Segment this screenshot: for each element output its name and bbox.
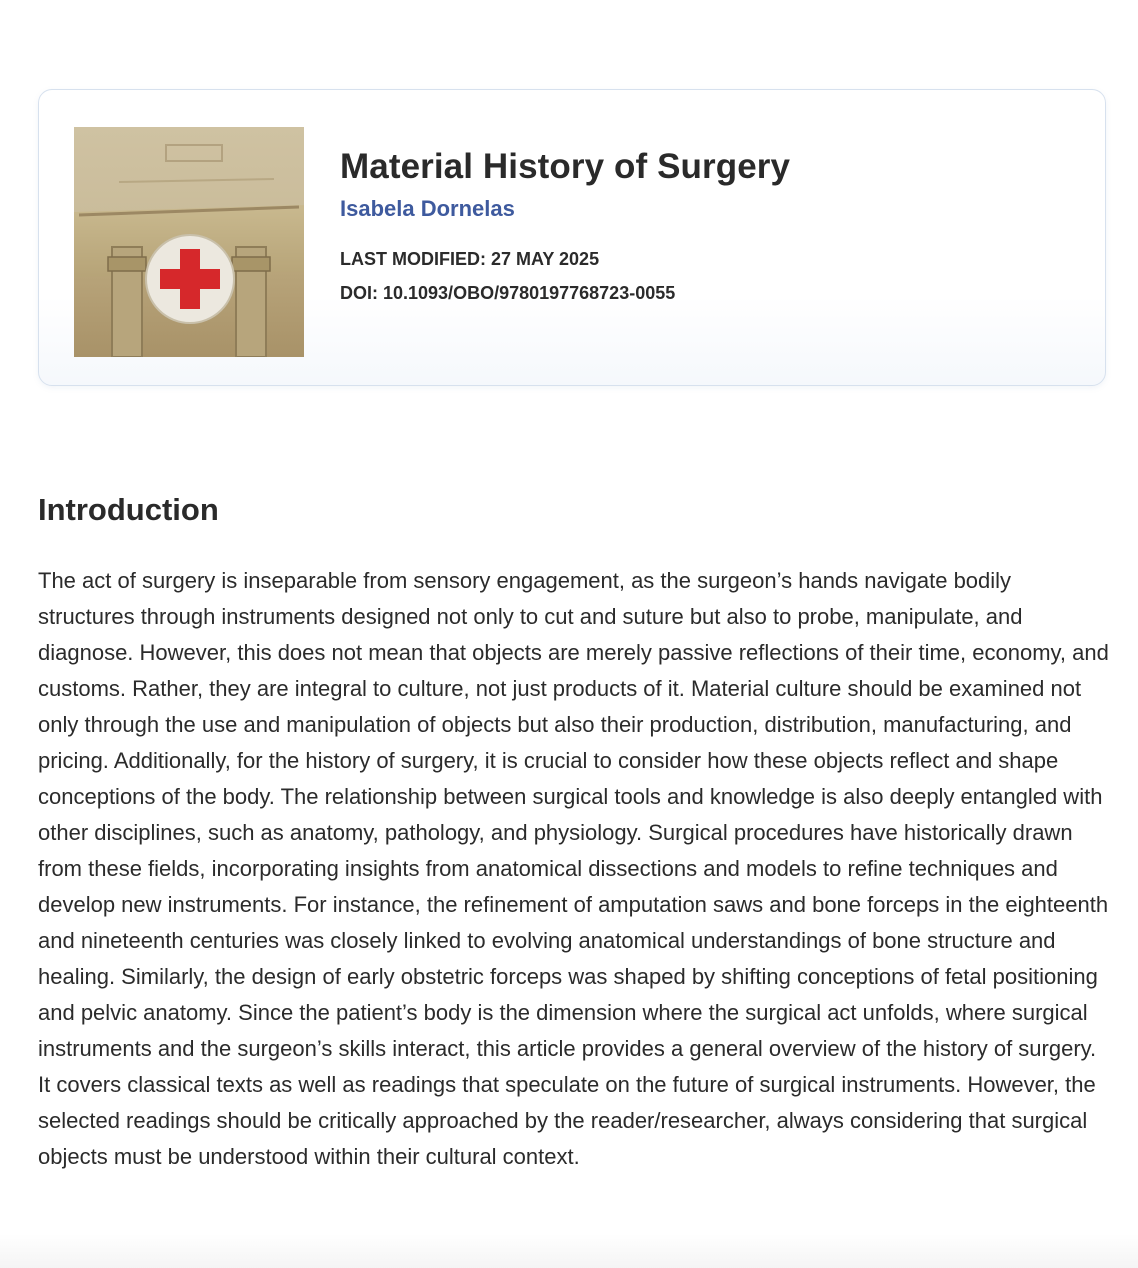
doi: DOI: 10.1093/OBO/9780197768723-0055 <box>340 283 676 303</box>
article-meta <box>340 146 1060 310</box>
bottom-fade <box>0 1234 1138 1268</box>
last-modified: LAST MODIFIED: 27 MAY 2025 <box>340 249 600 269</box>
section-body: The act of surgery is inseparable from sensory engagement, as the surgeon’s hands navigate bodily structures through instruments designed not only to cut and suture but also to probe, manipulate, and diagnose. However, this does not mean that objects are merely passive reflections of their time, economy, and customs. Rather, they are integral to culture, not just products of it. Material culture should be examined not only through the use and manipulation of objects but also their production, distribution, manufacturing, and pricing. Additionally, for the history of surgery, it is crucial to consider how these objects reflect and shape conceptions of the body. The relationship between surgical tools and knowledge is also deeply entangled with other disciplines, such as anatomy, pathology, and physiology. Surgical procedures have historically drawn from these fields, incorporating insights from anatomical dissections and models to refine techniques and develop new instruments. For instance, the refinement of amputation saws and bone forceps in the eighteenth and nineteenth centuries was closely linked to evolving anatomical understandings of bone structure and healing. Similarly, the design of early obstetric forceps was shaped by shifting conceptions of fetal positioning and pelvic anatomy. Since the patient’s body is the dimension where the surgical act unfolds, where surgical instruments and the surgeon’s skills interact, this article provides a general overview of the history of surgery. It covers classical texts as well as readings that speculate on the future of surgical instruments. However, the selected readings should be critically approached by the reader/researcher, always considering that surgical objects must be understood within their cultural context. <box>38 568 1109 1169</box>
article-info <box>340 242 1060 310</box>
article-header-card <box>38 89 1106 386</box>
introduction-section <box>38 490 1110 1175</box>
author-link[interactable]: Isabela Dornelas <box>340 196 515 221</box>
article-title: Material History of Surgery <box>340 147 791 186</box>
section-heading: Introduction <box>38 492 219 527</box>
cover-image <box>74 127 304 357</box>
first-aid-bag-icon <box>74 127 304 357</box>
